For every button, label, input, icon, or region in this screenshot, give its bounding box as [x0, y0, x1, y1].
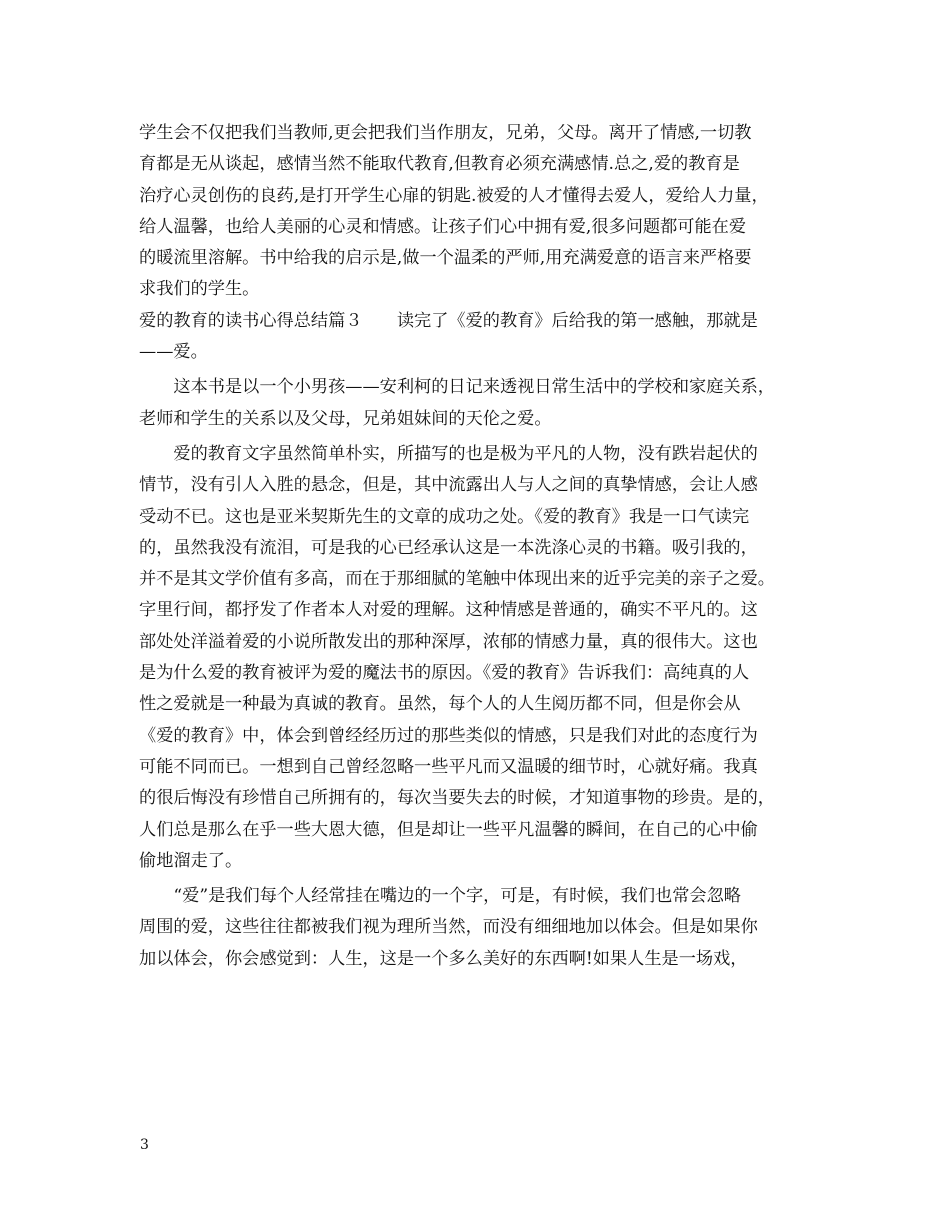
text-line: 性之爱就是一种最为真诚的教育。虽然，每个人的人生阅历都不同，但是你会从: [139, 694, 741, 715]
text-line: 部处处洋溢着爱的小说所散发出的那种深厚，浓郁的情感力量，真的很伟大。这也: [139, 631, 758, 652]
text-line: 老师和学生的关系以及父母，兄弟姐妹间的天伦之爱。: [139, 408, 552, 429]
text-line: 这本书是以一个小男孩——安利柯的日记来透视日常生活中的学校和家庭关系，: [139, 377, 775, 398]
text-line: 给人温馨，也给人美丽的心灵和情感。让孩子们心中拥有爱,很多问题都可能在爱: [139, 216, 747, 237]
text-line: 是为什么爱的教育被评为爱的魔法书的原因。《爱的教育》告诉我们：高纯真的人: [139, 663, 750, 684]
text-line: “爱”是我们每个人经常挂在嘴边的一个字，可是，有时候，我们也常会忽略: [139, 886, 741, 907]
body-text: [139, 118, 829, 975]
text-line: 《爱的教育》中，体会到曾经经历过的那些类似的情感，只是我们对此的态度行为: [139, 725, 758, 746]
text-line: 爱的教育文字虽然简单朴实，所描写的也是极为平凡的人物，没有跌岩起伏的: [139, 443, 758, 464]
text-line: 的暖流里溶解。书中给我的启示是,做一个温柔的严师,用充满爱意的语言来严格要: [139, 248, 752, 269]
text-line: 可能不同而已。一想到自己曾经忽略一些平凡而又温暖的细节时，心就好痛。我真: [139, 756, 758, 777]
text-line: 并不是其文学价值有多高，而在于那细腻的笔触中体现出来的近乎完美的亲子之爱。: [139, 569, 775, 590]
page-number: 3: [140, 1137, 149, 1153]
text-line: 字里行间，都抒发了作者本人对爱的理解。这种情感是普通的，确实不平凡的。这: [139, 600, 758, 621]
text-line: 加以体会，你会感觉到：人生，这是一个多么美好的东西啊!如果人生是一场戏，: [139, 948, 748, 969]
section-heading-line: 爱的教育的读书心得总结篇３ 读完了《爱的教育》后给我的第一感触，那就是: [139, 310, 758, 331]
text-line: 人们总是那么在乎一些大恩大德，但是却让一些平凡温馨的瞬间，在自己的心中偷: [139, 819, 758, 840]
text-line: 育都是无从谈起，感情当然不能取代教育,但教育必须充满感情.总之,爱的教育是: [139, 154, 740, 175]
text-line: 周围的爱，这些往往都被我们视为理所当然，而没有细细地加以体会。但是如果你: [139, 917, 758, 938]
text-line: 治疗心灵创伤的良药,是打开学生心扉的钥匙.被爱的人才懂得去爱人，爱给人力量，: [139, 185, 769, 206]
text-line: 学生会不仅把我们当教师,更会把我们当作朋友，兄弟，父母。离开了情感,一切教: [139, 123, 752, 143]
text-line: 偷地溜走了。: [139, 850, 243, 871]
text-line: ——爱。: [139, 342, 208, 363]
text-line: 求我们的学生。: [139, 279, 260, 300]
text-line: 情节，没有引人入胜的悬念，但是，其中流露出人与人之间的真挚情感，会让人感: [139, 475, 758, 496]
text-line: 受动不已。这也是亚米契斯先生的文章的成功之处。《爱的教育》我是一口气读完: [139, 506, 750, 527]
text-line: 的很后悔没有珍惜自己所拥有的，每次当要失去的时候，才知道事物的珍贵。是的，: [139, 788, 775, 809]
text-line: 的，虽然我没有流泪，可是我的心已经承认这是一本洗涤心灵的书籍。吸引我的，: [139, 537, 758, 558]
